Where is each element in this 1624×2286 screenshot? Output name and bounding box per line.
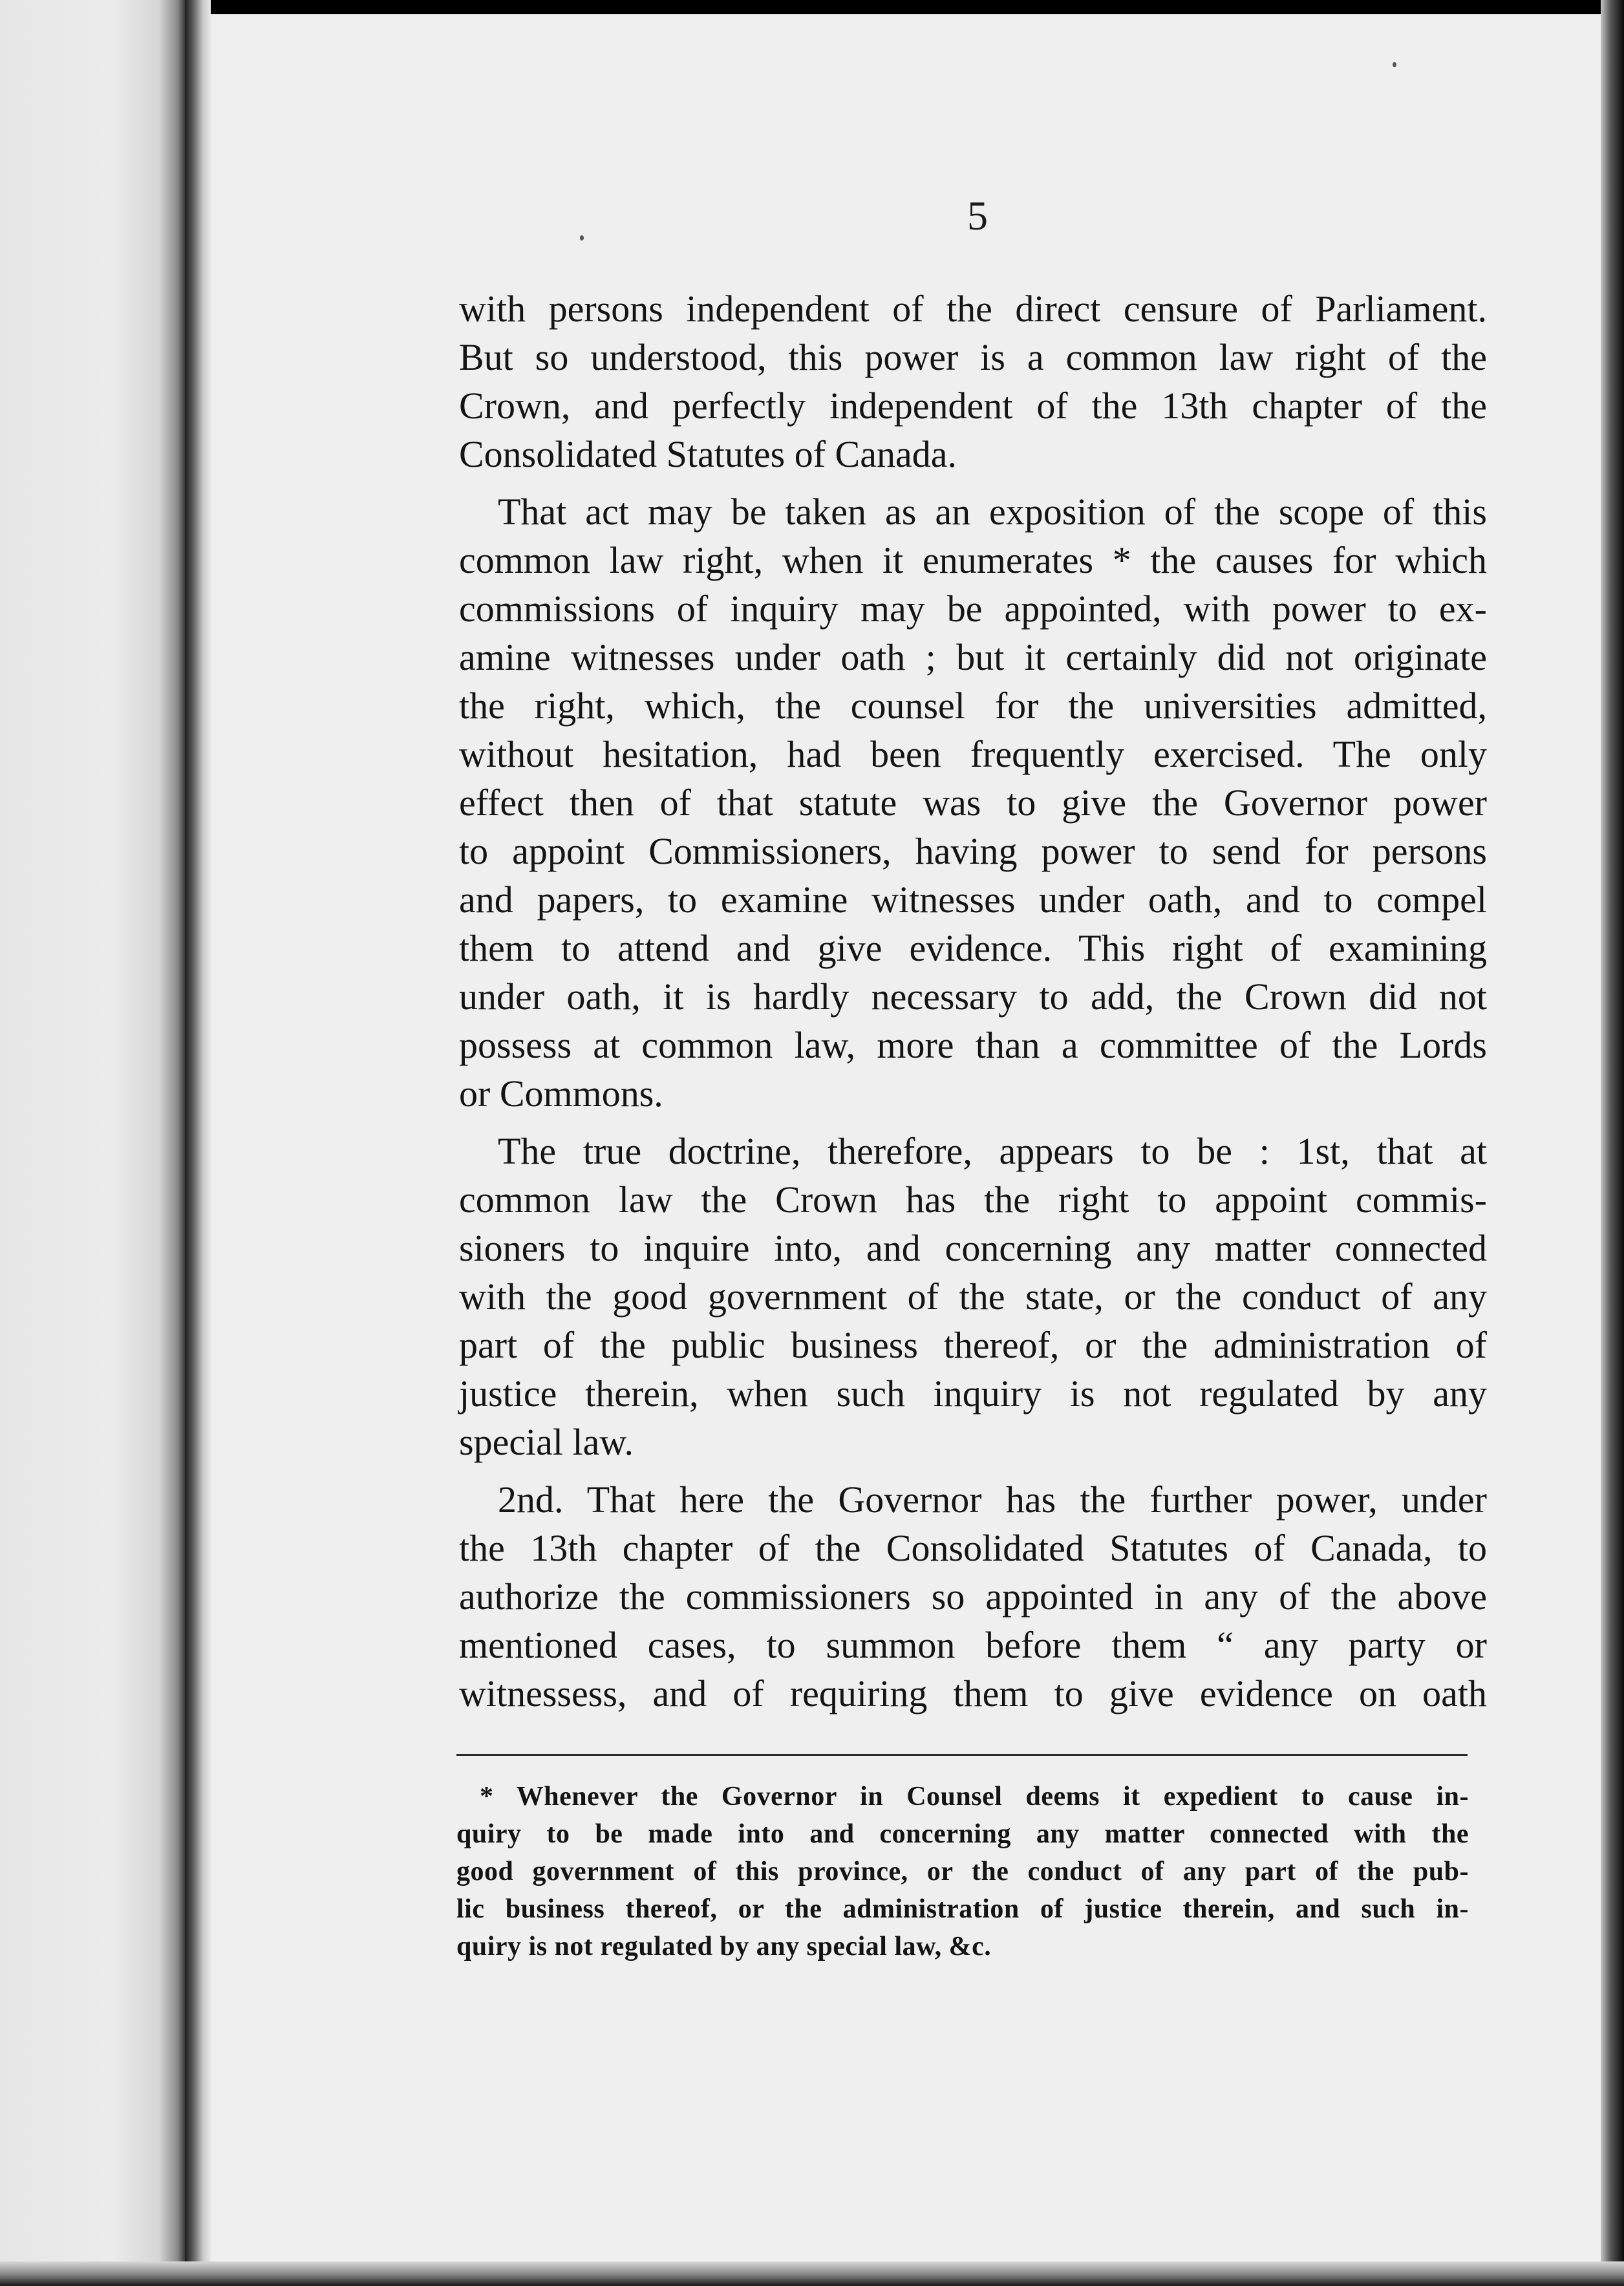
text-line: them to attend and give evidence. This right of examining: [459, 927, 1487, 969]
text-line: special law.: [459, 1421, 634, 1463]
text-line: witnessess, and of requiring them to give evidence on oath: [459, 1672, 1487, 1714]
footnote-line: * Whenever the Governor in Counsel deems it expedient to cause in-: [480, 1782, 1469, 1811]
paragraph-1: [459, 284, 1487, 478]
scan-right-edge: [1601, 0, 1624, 2286]
text-line: the right, which, the counsel for the universities admitted,: [459, 685, 1487, 727]
footnote-line: lic business thereof, or the administration of justice therein, and such in-: [456, 1894, 1469, 1924]
text-line: sioners to inquire into, and concerning any matter connected: [459, 1227, 1487, 1269]
text-line: and papers, to examine witnesses under oath, and to compel: [459, 879, 1487, 921]
text-line: with the good government of the state, or the conduct of any: [459, 1276, 1487, 1318]
text-line: part of the public business thereof, or the administration of: [459, 1324, 1487, 1366]
text-line: with persons independent of the direct censure of Parliament.: [459, 288, 1487, 330]
print-speck: [580, 235, 584, 240]
text-line: mentioned cases, to summon before them “ any party or: [459, 1624, 1487, 1666]
text-line: But so understood, this power is a common law right of the: [459, 336, 1487, 378]
scan-bottom-edge: [0, 2261, 1624, 2286]
text-line: or Commons.: [459, 1073, 663, 1115]
text-line: amine witnesses under oath ; but it certainly did not originate: [459, 636, 1487, 678]
footnote-line: quiry is not regulated by any special law, &c.: [456, 1932, 992, 1961]
paragraph-3: [459, 1127, 1487, 1466]
body-text: [459, 284, 1487, 1718]
text-line: Crown, and perfectly independent of the 13th chapter of the: [459, 385, 1487, 427]
text-line: the 13th chapter of the Consolidated Statutes of Canada, to: [459, 1527, 1487, 1569]
text-line: justice therein, when such inquiry is not regulated by any: [459, 1373, 1487, 1415]
text-line: common law the Crown has the right to appoint commis-: [459, 1179, 1487, 1221]
text-line: under oath, it is hardly necessary to add, the Crown did not: [459, 976, 1487, 1018]
text-line: commissions of inquiry may be appointed, with power to ex-: [459, 588, 1487, 630]
footnote-line: good government of this province, or the conduct of any part of the pub-: [456, 1857, 1469, 1886]
text-line: 2nd. That here the Governor has the further power, under: [498, 1479, 1487, 1521]
footnote-divider: [456, 1754, 1468, 1756]
footnote-line: quiry to be made into and concerning any matter connected with the: [456, 1819, 1469, 1849]
footnote: [456, 1778, 1469, 1965]
text-line: possess at common law, more than a committee of the Lords: [459, 1024, 1487, 1066]
text-line: without hesitation, had been frequently exercised. The only: [459, 733, 1487, 775]
text-line: common law right, when it enumerates * the causes for which: [459, 539, 1487, 581]
paragraph-4: [459, 1475, 1487, 1718]
scan-left-margin: [0, 0, 185, 2286]
page-number: 5: [967, 193, 988, 239]
print-speck: [1393, 62, 1396, 67]
text-line: effect then of that statute was to give the Governor power: [459, 782, 1487, 824]
text-line: authorize the commissioners so appointed in any of the above: [459, 1576, 1487, 1618]
text-line: Consolidated Statutes of Canada.: [459, 433, 957, 475]
scan-gutter-shadow: [185, 0, 211, 2286]
paragraph-2: [459, 487, 1487, 1118]
text-line: The true doctrine, therefore, appears to be : 1st, that at: [498, 1130, 1487, 1172]
text-line: That act may be taken as an exposition of the scope of this: [498, 491, 1487, 533]
text-line: to appoint Commissioners, having power to send for persons: [459, 830, 1487, 872]
